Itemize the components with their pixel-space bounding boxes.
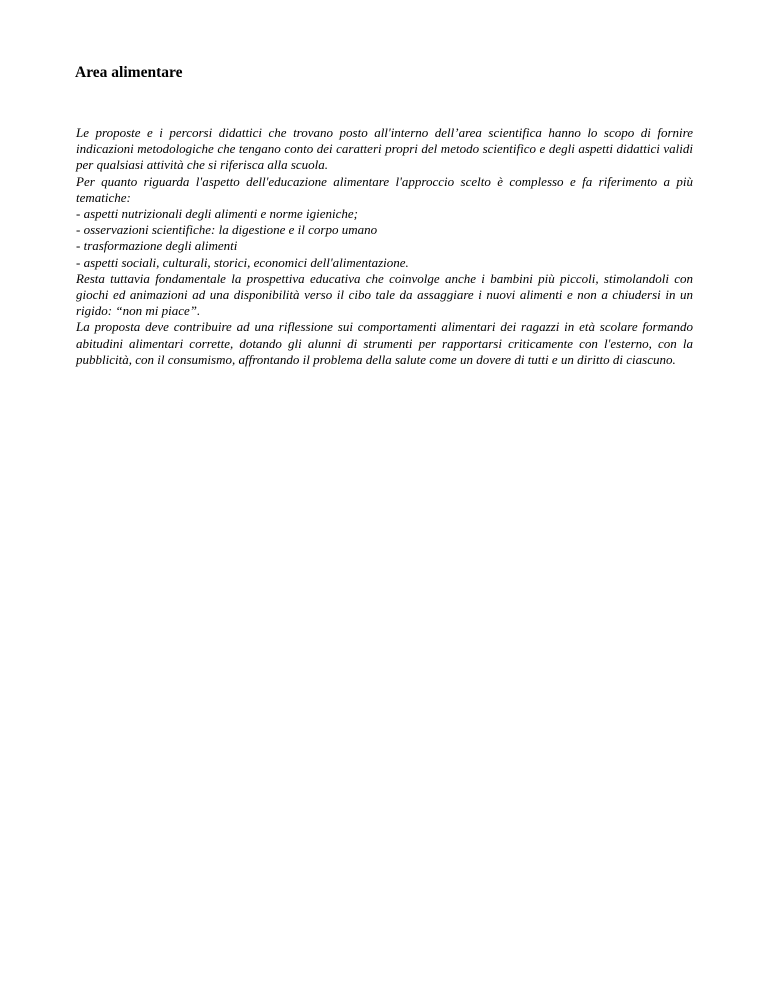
document-body	[76, 125, 693, 368]
document-title: Area alimentare	[75, 64, 183, 81]
theme-item: - aspetti nutrizionali degli alimenti e norme igieniche;	[76, 206, 358, 222]
paragraph-approach: Per quanto riguarda l'aspetto dell'educazione alimentare l'approccio scelto è complesso e fa riferimento a più tematiche:	[76, 173, 693, 205]
theme-item: - aspetti sociali, culturali, storici, economici dell'alimentazione.	[76, 254, 409, 270]
paragraph-intro: Le proposte e i percorsi didattici che trovano posto all'interno dell’area scientifica hanno lo scopo di fornire indicazioni metodologiche che tengano conto dei caratteri propri del metodo scientifico e degli aspetti didattici validi per qualsiasi attività che si riferisca alla scuola.	[76, 125, 693, 173]
paragraph-proposal: La proposta deve contribuire ad una riflessione sui comportamenti alimentari dei ragazzi in età scolare formando abitudini alimentari corrette, dotando gli alunni di strumenti per rapportarsi criticamente con l'esterno, con la pubblicità, con il consumismo, affrontando il problema della salute come un dovere di tutti e un diritto di ciascuno.	[76, 319, 693, 367]
theme-item: - osservazioni scientifiche: la digestione e il corpo umano	[76, 222, 378, 238]
theme-item: - trasformazione degli alimenti	[76, 238, 238, 254]
paragraph-perspective: Resta tuttavia fondamentale la prospettiva educativa che coinvolge anche i bambini più piccoli, stimolandoli con giochi ed animazioni ad una disponibilità verso il cibo tale da assaggiare i nuovi alimenti e non a chiudersi in un rigido: “non mi piace”.	[76, 270, 693, 319]
